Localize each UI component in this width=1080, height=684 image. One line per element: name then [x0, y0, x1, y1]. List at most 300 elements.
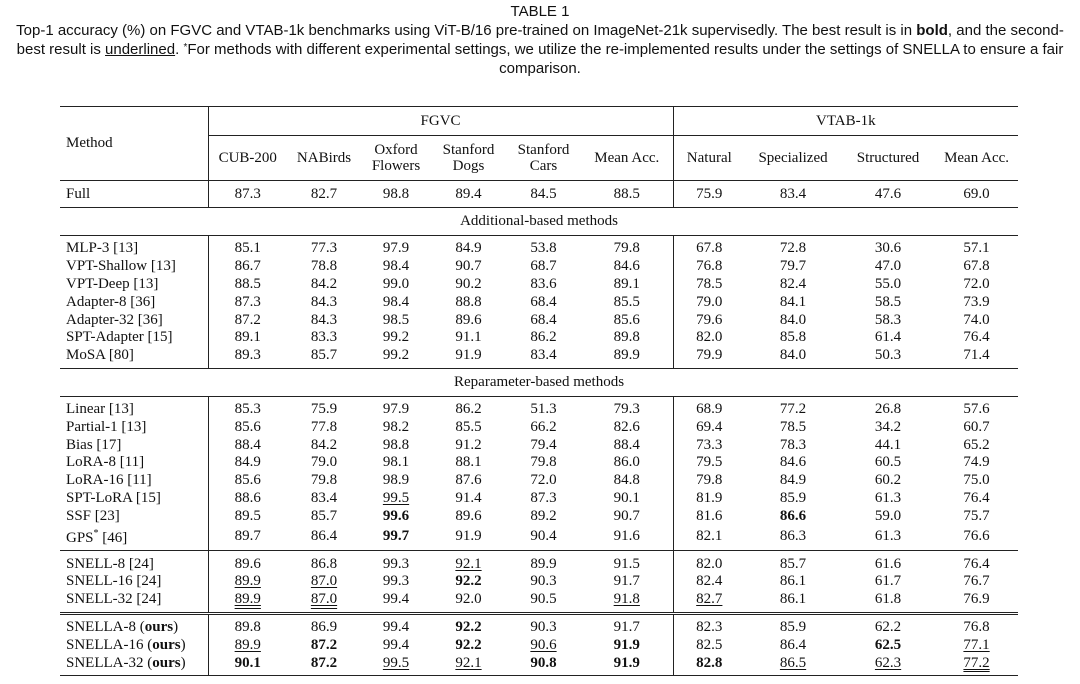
- value-cell: [581, 551, 673, 573]
- value-text: 89.9: [234, 591, 261, 608]
- method-cell: [60, 258, 208, 276]
- column-header-line: Mean Acc.: [594, 150, 660, 166]
- value-text: 84.5: [530, 185, 557, 202]
- value-cell: [287, 347, 361, 368]
- value-text: 65.2: [963, 436, 990, 453]
- value-text: 83.4: [530, 347, 557, 364]
- value-text: 79.4: [530, 436, 557, 453]
- value-text: 86.3: [779, 527, 807, 544]
- value-cell: [431, 573, 506, 591]
- value-text: 61.3: [874, 489, 902, 506]
- value-cell: [673, 525, 745, 551]
- method-cell: [60, 490, 208, 508]
- column-header: [581, 136, 673, 181]
- value-text: 99.5: [382, 654, 410, 671]
- caption-text: , and the second-best result is: [16, 22, 1064, 58]
- vtab-header: VTAB-1k: [673, 107, 1018, 136]
- value-text: 66.2: [530, 418, 557, 435]
- value-cell: [361, 436, 431, 454]
- value-text: 82.6: [613, 418, 640, 435]
- value-text: 89.8: [234, 618, 261, 635]
- value-text: 61.4: [874, 329, 902, 346]
- value-text: 88.1: [455, 454, 482, 471]
- table-row: [60, 654, 1018, 675]
- value-text: 57.1: [963, 240, 990, 257]
- value-cell: [506, 329, 581, 347]
- value-cell: [287, 613, 361, 636]
- value-text: 83.6: [530, 275, 557, 292]
- value-text: 58.3: [874, 311, 902, 328]
- method-name: Full: [66, 185, 91, 202]
- value-cell: [745, 396, 841, 418]
- value-text: 98.8: [382, 436, 410, 453]
- column-header-line: Stanford: [442, 142, 495, 158]
- value-text: 82.0: [696, 329, 723, 346]
- value-text: 79.3: [613, 400, 640, 417]
- value-text: 83.4: [310, 489, 338, 506]
- section-title: Reparameter-based methods: [60, 368, 1018, 396]
- value-cell: [431, 329, 506, 347]
- value-text: 98.4: [382, 293, 410, 310]
- value-text: 72.0: [963, 275, 990, 292]
- value-cell: [361, 181, 431, 208]
- value-cell: [208, 472, 287, 490]
- value-text: 87.2: [234, 311, 261, 328]
- method-name: SNELL-16 [24]: [66, 573, 162, 590]
- value-cell: [431, 236, 506, 258]
- caption-bold-word: bold: [916, 22, 948, 39]
- method-name: MLP-3 [13]: [66, 240, 139, 257]
- method-name: SNELL-8 [24]: [66, 555, 154, 572]
- value-cell: [581, 591, 673, 613]
- value-cell: [935, 551, 1018, 573]
- value-cell: [287, 591, 361, 613]
- value-text: 55.0: [874, 275, 902, 292]
- value-cell: [673, 654, 745, 675]
- value-cell: [506, 613, 581, 636]
- value-text: 85.7: [779, 555, 807, 572]
- value-cell: [581, 236, 673, 258]
- value-cell: [208, 276, 287, 294]
- value-text: 53.8: [530, 240, 557, 257]
- column-header: [673, 136, 745, 181]
- value-cell: [935, 258, 1018, 276]
- value-cell: [745, 293, 841, 311]
- value-text: 91.1: [455, 329, 482, 346]
- column-header-line: Cars: [529, 158, 558, 174]
- value-text: 99.4: [382, 591, 410, 608]
- table-row: [60, 276, 1018, 294]
- value-cell: [361, 347, 431, 368]
- table-row: [60, 454, 1018, 472]
- method-name: Bias [17]: [66, 436, 122, 453]
- value-cell: [208, 436, 287, 454]
- method-cell: [60, 636, 208, 654]
- value-text: 90.7: [455, 258, 482, 275]
- method-cell: [60, 454, 208, 472]
- value-text: 90.5: [530, 591, 557, 608]
- value-cell: [208, 396, 287, 418]
- value-cell: [361, 396, 431, 418]
- value-text: 98.4: [382, 258, 410, 275]
- value-cell: [208, 311, 287, 329]
- value-text: 87.3: [234, 293, 261, 310]
- value-cell: [935, 329, 1018, 347]
- value-cell: [745, 258, 841, 276]
- value-cell: [208, 347, 287, 368]
- value-cell: [208, 613, 287, 636]
- value-text: 76.9: [963, 591, 990, 608]
- value-text: 82.7: [696, 591, 723, 608]
- column-header-line: NABirds: [296, 150, 352, 166]
- value-text: 98.9: [382, 472, 410, 489]
- header-group-row: [60, 107, 1018, 136]
- value-cell: [841, 396, 935, 418]
- value-cell: [361, 311, 431, 329]
- value-cell: [506, 636, 581, 654]
- value-cell: [208, 490, 287, 508]
- method-name-end: ): [180, 654, 186, 671]
- value-text: 91.7: [613, 573, 640, 590]
- value-cell: [208, 573, 287, 591]
- value-cell: [745, 181, 841, 208]
- value-cell: [745, 418, 841, 436]
- value-cell: [581, 507, 673, 525]
- value-text: 82.4: [696, 573, 723, 590]
- value-cell: [935, 418, 1018, 436]
- value-text: 91.9: [613, 654, 640, 671]
- value-cell: [935, 276, 1018, 294]
- value-text: 79.6: [696, 311, 723, 328]
- value-text: 78.5: [696, 275, 723, 292]
- value-text: 69.4: [696, 418, 723, 435]
- method-name: Linear [13]: [66, 400, 134, 417]
- value-cell: [841, 573, 935, 591]
- table-body: [60, 181, 1018, 676]
- value-text: 99.0: [382, 275, 410, 292]
- value-cell: [581, 258, 673, 276]
- value-text: 30.6: [874, 240, 902, 257]
- value-cell: [841, 293, 935, 311]
- value-cell: [745, 573, 841, 591]
- value-text: 98.8: [382, 185, 410, 202]
- value-cell: [208, 551, 287, 573]
- method-name: SNELLA-16 (: [66, 636, 153, 653]
- value-cell: [431, 454, 506, 472]
- value-cell: [581, 347, 673, 368]
- value-cell: [208, 636, 287, 654]
- value-cell: [361, 591, 431, 613]
- value-cell: [506, 276, 581, 294]
- value-cell: [431, 636, 506, 654]
- value-text: 84.0: [779, 347, 807, 364]
- value-text: 76.8: [963, 618, 990, 635]
- table-row: [60, 436, 1018, 454]
- value-cell: [841, 613, 935, 636]
- value-text: 87.2: [310, 636, 338, 653]
- value-text: 82.7: [310, 185, 338, 202]
- value-cell: [841, 311, 935, 329]
- value-text: 91.7: [613, 618, 640, 635]
- value-cell: [361, 573, 431, 591]
- value-text: 92.1: [455, 654, 482, 671]
- value-cell: [673, 454, 745, 472]
- value-cell: [935, 507, 1018, 525]
- value-cell: [745, 472, 841, 490]
- value-text: 92.2: [455, 618, 482, 635]
- value-cell: [841, 347, 935, 368]
- value-cell: [745, 613, 841, 636]
- column-header-line: Specialized: [758, 150, 828, 166]
- section-header-row: [60, 368, 1018, 396]
- value-text: 77.2: [779, 400, 807, 417]
- column-header: [745, 136, 841, 181]
- value-cell: [841, 329, 935, 347]
- value-text: 89.4: [455, 185, 482, 202]
- value-cell: [581, 636, 673, 654]
- table-row: [60, 613, 1018, 636]
- value-text: 60.7: [963, 418, 990, 435]
- value-cell: [673, 418, 745, 436]
- value-cell: [841, 490, 935, 508]
- value-text: 58.5: [874, 293, 902, 310]
- value-text: 98.1: [382, 454, 410, 471]
- value-text: 89.7: [234, 527, 261, 544]
- value-cell: [208, 591, 287, 613]
- value-cell: [673, 329, 745, 347]
- value-text: 78.5: [779, 418, 807, 435]
- method-name: SNELLA-8 (: [66, 618, 145, 635]
- value-cell: [431, 347, 506, 368]
- value-cell: [506, 507, 581, 525]
- value-cell: [361, 507, 431, 525]
- column-header: [935, 136, 1018, 181]
- value-cell: [506, 258, 581, 276]
- value-cell: [431, 396, 506, 418]
- caption-underline-word: underlined: [105, 41, 176, 58]
- method-name: VPT-Shallow [13]: [66, 258, 176, 275]
- value-text: 79.0: [696, 293, 723, 310]
- method-cell: [60, 311, 208, 329]
- value-text: 89.9: [234, 636, 261, 653]
- value-cell: [506, 591, 581, 613]
- value-text: 79.8: [613, 240, 640, 257]
- value-cell: [673, 181, 745, 208]
- value-cell: [208, 329, 287, 347]
- value-text: 79.8: [696, 472, 723, 489]
- value-cell: [287, 396, 361, 418]
- value-cell: [287, 654, 361, 675]
- value-text: 84.6: [779, 454, 807, 471]
- value-text: 77.8: [310, 418, 338, 435]
- value-cell: [287, 276, 361, 294]
- value-cell: [673, 551, 745, 573]
- value-text: 91.9: [613, 636, 640, 653]
- value-cell: [208, 654, 287, 675]
- value-cell: [361, 490, 431, 508]
- value-cell: [581, 613, 673, 636]
- section-header-row: [60, 208, 1018, 236]
- table-row: [60, 591, 1018, 613]
- column-header-line: CUB-200: [218, 150, 277, 166]
- value-cell: [841, 507, 935, 525]
- value-text: 76.7: [963, 573, 990, 590]
- value-text: 60.2: [874, 472, 902, 489]
- value-cell: [506, 436, 581, 454]
- value-text: 79.5: [696, 454, 723, 471]
- value-cell: [506, 181, 581, 208]
- value-text: 86.6: [779, 507, 807, 524]
- value-cell: [506, 551, 581, 573]
- value-text: 89.6: [455, 507, 482, 524]
- value-cell: [361, 636, 431, 654]
- value-cell: [673, 472, 745, 490]
- value-cell: [841, 258, 935, 276]
- column-header-line: Stanford: [517, 142, 570, 158]
- table-caption: [6, 21, 1074, 78]
- value-text: 99.4: [382, 636, 410, 653]
- value-text: 76.8: [696, 258, 723, 275]
- value-text: 84.3: [310, 293, 338, 310]
- value-text: 79.9: [696, 347, 723, 364]
- method-cell: [60, 329, 208, 347]
- column-header-line: Mean Acc.: [944, 150, 1010, 166]
- value-text: 85.9: [779, 489, 807, 506]
- value-text: 61.8: [874, 591, 902, 608]
- value-text: 72.8: [779, 240, 807, 257]
- value-cell: [745, 311, 841, 329]
- value-text: 91.9: [455, 347, 482, 364]
- value-cell: [581, 490, 673, 508]
- value-text: 86.7: [234, 258, 261, 275]
- method-cell: [60, 293, 208, 311]
- value-cell: [841, 551, 935, 573]
- value-text: 74.0: [963, 311, 990, 328]
- method-name: Adapter-32 [36]: [66, 311, 163, 328]
- value-text: 47.0: [874, 258, 902, 275]
- value-text: 75.9: [696, 185, 723, 202]
- value-cell: [935, 396, 1018, 418]
- value-cell: [673, 293, 745, 311]
- value-text: 92.2: [455, 636, 482, 653]
- method-cell: [60, 347, 208, 368]
- value-text: 75.7: [963, 507, 990, 524]
- value-text: 82.4: [779, 275, 807, 292]
- column-header-line: Structured: [856, 150, 920, 166]
- value-text: 92.1: [455, 555, 482, 572]
- value-text: 85.5: [613, 293, 640, 310]
- value-text: 89.2: [530, 507, 557, 524]
- value-text: 78.8: [310, 258, 338, 275]
- table-row: [60, 525, 1018, 551]
- value-text: 87.3: [234, 185, 261, 202]
- value-text: 50.3: [874, 347, 902, 364]
- value-cell: [841, 276, 935, 294]
- value-text: 79.0: [310, 454, 338, 471]
- method-name: LoRA-8 [11]: [66, 454, 145, 471]
- value-cell: [935, 636, 1018, 654]
- method-name: SNELL-32 [24]: [66, 591, 162, 608]
- value-text: 85.7: [310, 347, 338, 364]
- value-text: 86.2: [455, 400, 482, 417]
- value-text: 90.6: [530, 636, 557, 653]
- value-cell: [673, 236, 745, 258]
- value-text: 99.7: [382, 527, 410, 544]
- value-cell: [287, 454, 361, 472]
- method-cell: [60, 525, 208, 551]
- value-text: 99.3: [382, 555, 410, 572]
- value-text: 91.8: [613, 591, 640, 608]
- value-text: 82.8: [696, 654, 723, 671]
- value-cell: [287, 636, 361, 654]
- value-cell: [841, 181, 935, 208]
- column-header: [841, 136, 935, 181]
- value-text: 82.5: [696, 636, 723, 653]
- value-text: 90.8: [530, 654, 557, 671]
- value-cell: [745, 454, 841, 472]
- value-text: 81.9: [696, 489, 723, 506]
- table-row: [60, 573, 1018, 591]
- value-text: 84.9: [455, 240, 482, 257]
- value-text: 68.4: [530, 311, 557, 328]
- value-cell: [287, 525, 361, 551]
- method-cell: [60, 507, 208, 525]
- value-cell: [673, 490, 745, 508]
- value-text: 91.5: [613, 555, 640, 572]
- value-text: 90.4: [530, 527, 557, 544]
- value-text: 83.3: [310, 329, 338, 346]
- value-cell: [935, 347, 1018, 368]
- value-cell: [581, 329, 673, 347]
- method-asterisk: *: [93, 528, 99, 540]
- value-text: 62.5: [874, 636, 902, 653]
- table-row: [60, 347, 1018, 368]
- value-text: 91.2: [455, 436, 482, 453]
- table-row: [60, 258, 1018, 276]
- value-cell: [361, 258, 431, 276]
- value-text: 91.6: [613, 527, 640, 544]
- value-text: 44.1: [874, 436, 902, 453]
- value-text: 90.1: [613, 489, 640, 506]
- value-cell: [431, 436, 506, 454]
- value-cell: [745, 329, 841, 347]
- method-cell: [60, 613, 208, 636]
- value-text: 78.3: [779, 436, 807, 453]
- value-cell: [581, 573, 673, 591]
- value-cell: [208, 293, 287, 311]
- value-text: 77.1: [963, 636, 990, 653]
- value-text: 86.5: [779, 654, 807, 671]
- column-header: [506, 136, 581, 181]
- value-text: 88.5: [234, 275, 261, 292]
- value-cell: [431, 181, 506, 208]
- value-cell: [431, 654, 506, 675]
- method-cell: [60, 591, 208, 613]
- value-text: 85.8: [779, 329, 807, 346]
- value-text: 86.4: [779, 636, 807, 653]
- value-cell: [361, 329, 431, 347]
- value-cell: [581, 454, 673, 472]
- value-cell: [935, 236, 1018, 258]
- ours-label: ours: [152, 636, 181, 653]
- value-cell: [287, 490, 361, 508]
- value-cell: [287, 181, 361, 208]
- value-text: 61.7: [874, 573, 902, 590]
- table-row: [60, 311, 1018, 329]
- table-row: [60, 490, 1018, 508]
- value-cell: [745, 436, 841, 454]
- value-cell: [935, 181, 1018, 208]
